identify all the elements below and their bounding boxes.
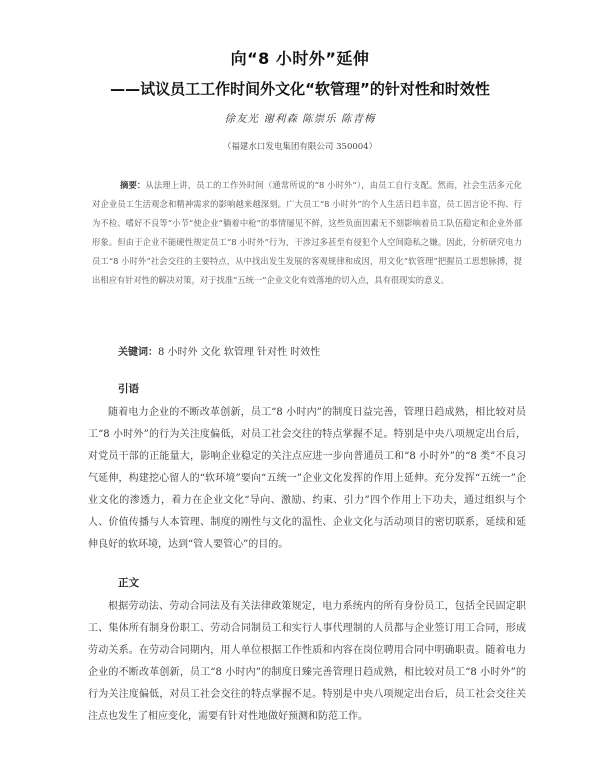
paper-title: 向“8 小时外”延伸	[230, 49, 370, 68]
abstract-label: 摘要：	[120, 180, 146, 190]
keywords	[118, 343, 320, 358]
body-heading: 正文	[118, 577, 139, 589]
abstract-text: 从法理上讲，员工的工作外时间（通常所说的“8 小时外”），由员工自行支配。然而，社会生活多元化对企业员工生活观念和精神需求的影响越来越深刻。广大员工“8 小时外”的个人生活日趋丰富，员工因言论不拘、行为不检、嗜好不良等“小节”使企业“躺着中枪”的事情屡见不鲜，这些负面因素无不刻影响着员工队伍稳定和企业外部形象。但由于企业不能硬性规定员工“8 小时外”行为，干涉过多甚至有侵犯个人空间隐私之嫌。因此，分析研究电力员工“8 小时外”社会交往的主要特点，从中找出发生发展的客观规律和成因，用文化“软管理”把握员工思想脉搏，提出相应有针对性的解决对策，对于找准“五统一”企业文化有效落地的切入点，具有很现实的意义。	[92, 180, 522, 285]
keywords-label: 关键词：	[118, 347, 158, 358]
intro-paragraph: 随着电力企业的不断改革创新，员工“8 小时内”的制度日益完善，管理日趋成熟，相比较对员工“8 小时外”的行为关注度偏低，对员工社会交往的特点掌握不足。特别是中央八项规定出台后，对党员干部的正能量大，影响企业稳定的关注点应进一步向普通员工和“8 小时外”的“8 类”不良习气延伸，构建挖心留人的“软环境”要向“五统一”企业文化发挥的作用上延伸。充分发挥“五统一”企业文化的渗透力，着力在企业文化“导向、激励、约束、引力”四个作用上下功夫，通过组织与个人、价值传播与人本管理、制度的刚性与文化的温性、企业文化与活动项目的密切联系，延续和延伸良好的软环境，达到“管人要管心”的目的。	[88, 407, 526, 550]
abstract	[92, 176, 522, 290]
paper-subtitle: ——试议员工工作时间外文化“软管理”的针对性和时效性	[110, 80, 490, 98]
body-paragraph: 根据劳动法、劳动合同法及有关法律政策规定，电力系统内的所有身份员工，包括全民固定职工、集体所有制身份职工、劳动合同制员工和实行人事代理制的人员都与企业签订用工合同，形成劳动关系。在劳动合同期内，用人单位根据工作性质和内容在岗位聘用合同中明确职责。随着电力企业的不断改革创新，员工“8 小时内”的制度日臻完善管理日趋成熟，相比较对员工“8 小时外”的行为关注度偏低，对员工社会交往的特点掌握不足。特别是中央八项规定出台后，员工社会交往关注点也发生了相应变化，需要有针对性地做好预测和防范工作。	[88, 601, 526, 722]
keywords-text: 8 小时外 文化 软管理 针对性 时效性	[158, 347, 321, 358]
intro-heading: 引语	[118, 383, 139, 395]
author-list: 徐友光 谢利森 陈崇乐 陈青梅	[224, 113, 376, 125]
affiliation: （福建水口发电集团有限公司 350004）	[222, 142, 378, 152]
